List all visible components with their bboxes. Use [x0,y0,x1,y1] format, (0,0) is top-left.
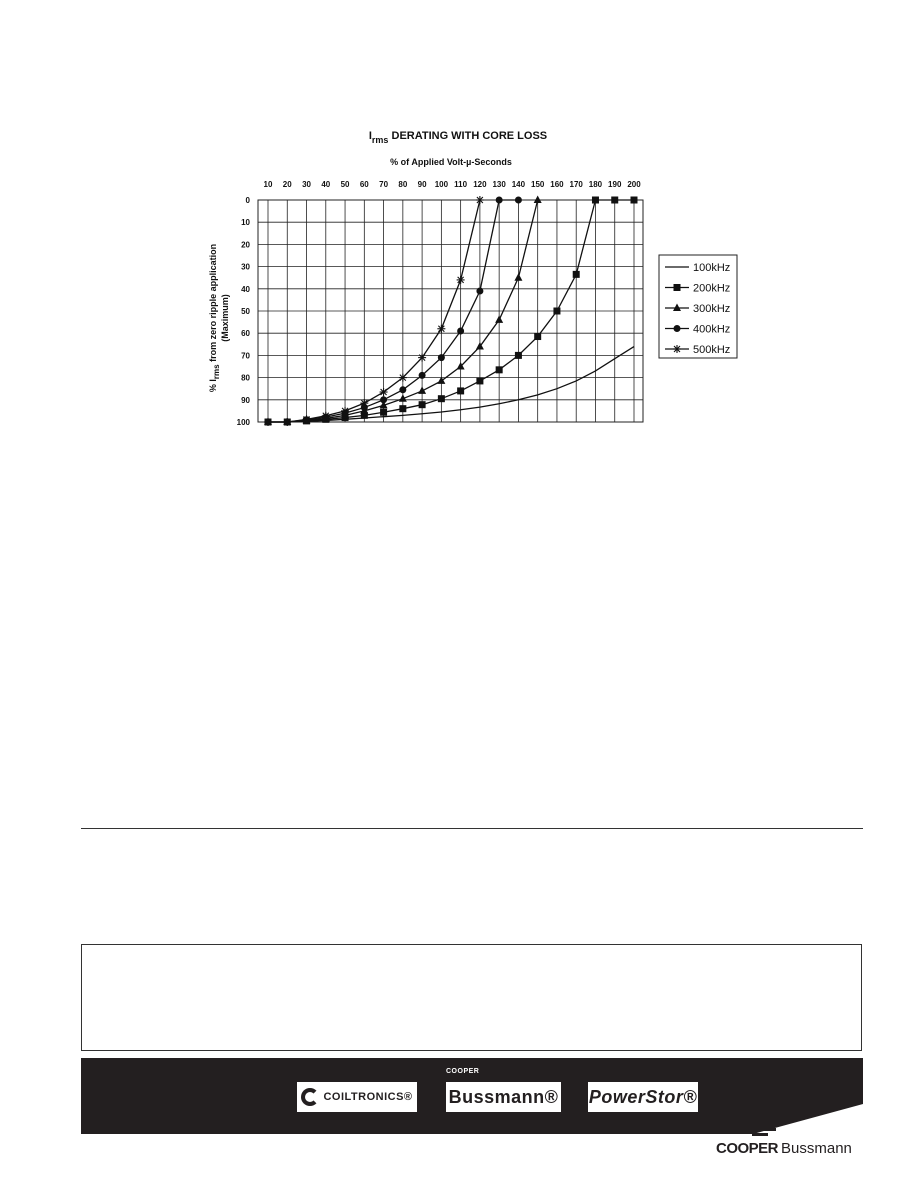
legend-label-100khz: 100kHz [693,262,731,274]
point-200khz [592,197,599,204]
y-axis-label-prefix: % I [208,379,218,393]
y-tick-label: 10 [241,218,250,228]
point-500khz [457,276,465,284]
x-axis-label: % of Applied Volt-µ-Seconds [390,157,512,167]
coiltronics-logo [297,1082,417,1112]
point-200khz [476,377,483,384]
point-400khz [515,197,522,204]
x-tick-label: 90 [417,180,427,189]
x-tick-label: 40 [321,180,331,189]
y-tick-label: 60 [241,329,250,339]
x-tick-label: 30 [302,180,311,189]
x-tick-label: 110 [454,180,468,189]
y-axis-label-line2: (Maximum) [220,294,230,342]
point-300khz [534,196,542,204]
point-400khz [457,327,464,334]
x-tick-label: 80 [398,180,408,189]
point-500khz [264,418,272,426]
x-tick-label: 10 [263,180,273,189]
chart-title-prefix: I [368,130,372,142]
legend-label-200khz: 200kHz [693,282,731,295]
y-tick-label: 50 [241,307,250,316]
legend-marker-200khz [674,284,681,291]
point-500khz [380,388,388,396]
bussmann-logo-word: Bussmann [781,1140,852,1157]
cooper-logo-word: COOPER [716,1140,779,1157]
point-200khz [631,197,638,204]
point-200khz [399,405,406,412]
point-200khz [611,197,618,204]
point-200khz [380,409,387,416]
x-tick-label: 60 [359,180,369,189]
y-tick-label: 80 [241,373,250,383]
x-tick-label: 50 [340,180,350,189]
point-500khz [476,196,484,204]
point-500khz [341,407,349,415]
point-400khz [380,396,387,403]
point-200khz [553,308,560,315]
y-tick-label: 90 [241,395,250,405]
legend-marker-400khz [674,325,681,332]
legend-label-300khz: 300kHz [693,303,731,315]
point-500khz [283,418,291,426]
x-tick-label: 190 [608,180,622,189]
x-tick-label: 70 [379,180,389,189]
y-axis-label-rest: from zero ripple application [208,243,218,365]
y-axis-label [208,244,230,392]
point-300khz [495,315,503,323]
point-400khz [496,197,503,204]
bussmann-logo [446,1082,561,1112]
point-400khz [399,386,406,393]
point-500khz [437,325,445,333]
legend-marker-500khz [673,345,681,353]
coiltronics-c-icon [301,1088,319,1106]
x-tick-label: 170 [569,180,583,189]
x-tick-label: 150 [531,180,545,189]
powerstor-logo [588,1082,698,1112]
point-200khz [457,387,464,394]
point-200khz [515,352,522,359]
point-300khz [514,273,522,281]
y-tick-label: 70 [241,351,250,361]
point-500khz [360,399,368,407]
x-tick-label: 120 [473,180,487,189]
bussmann-cooper-mark: COOPER [446,1068,480,1075]
point-400khz [419,372,426,379]
powerstor-label: PowerStor® [588,1086,698,1107]
x-tick-label: 160 [550,180,564,189]
bussmann-label: Bussmann® [448,1086,559,1107]
y-tick-label: 100 [236,418,250,427]
footer-band [81,1058,863,1134]
x-tick-label: 200 [627,180,641,189]
point-200khz [534,333,541,340]
series-line-100khz [268,347,634,422]
point-200khz [419,401,426,408]
derating-chart [0,0,918,520]
cooper-bars-icon [752,1128,776,1140]
point-500khz [418,354,426,362]
point-500khz [303,415,311,423]
chart-title-text: DERATING WITH CORE LOSS [388,130,548,142]
y-tick-label: 30 [241,262,250,272]
legend-label-500khz: 500kHz [693,344,731,356]
point-500khz [322,412,330,420]
legend-label-400khz: 400kHz [693,323,731,336]
point-400khz [438,354,445,361]
x-tick-label: 140 [511,180,526,189]
point-200khz [496,366,503,373]
point-200khz [573,271,580,278]
horizontal-rule [81,828,863,829]
x-tick-label: 130 [492,180,506,189]
cooper-bussmann-logo [716,1140,852,1157]
point-200khz [438,395,445,402]
coiltronics-label: COILTRONICS® [323,1091,413,1103]
notes-box [81,944,862,1051]
y-tick-label: 0 [245,196,250,205]
point-500khz [399,374,407,382]
chart-title-subscript: rms [371,135,389,145]
x-tick-label: 20 [282,180,292,189]
y-axis-label-subscript: rms [212,364,221,380]
y-tick-label: 40 [241,284,250,294]
chart-title [369,130,547,145]
x-tick-label: 180 [588,180,603,189]
point-400khz [476,288,483,295]
y-tick-label: 20 [241,240,250,250]
x-tick-label: 100 [434,180,449,189]
